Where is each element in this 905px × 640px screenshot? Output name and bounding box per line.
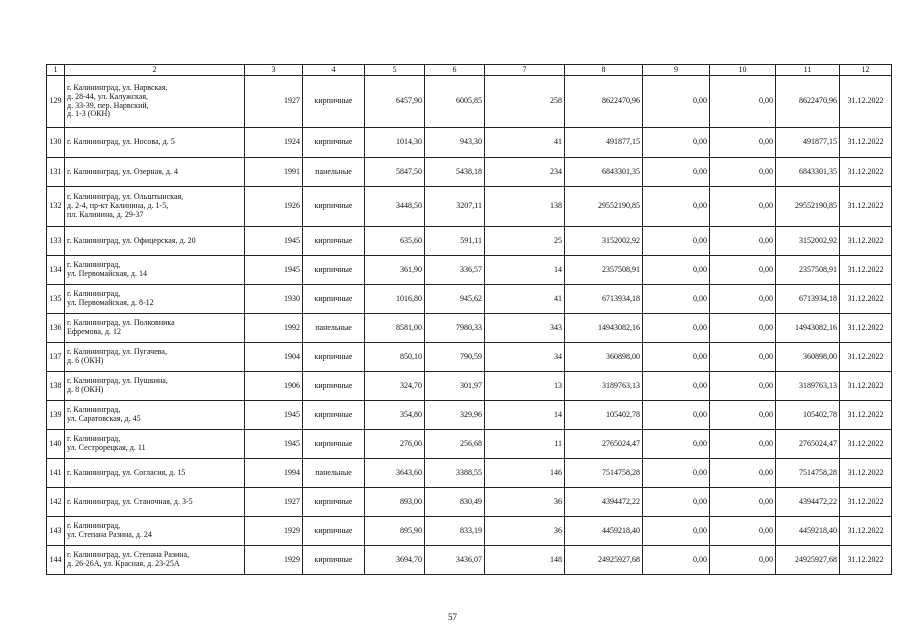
deadline-cell: 31.12.2022 — [840, 314, 892, 343]
cost-total-cell: 7514758,28 — [565, 459, 643, 488]
row-number-cell: 142 — [47, 488, 65, 517]
register-table-sheet — [46, 64, 884, 575]
address-cell — [65, 314, 245, 343]
table-row — [47, 158, 892, 187]
deadline-cell: 31.12.2022 — [840, 128, 892, 158]
cost-fund-cell: 2765024,47 — [776, 430, 840, 459]
address-line: ул. Сестрорецкая, д. 11 — [67, 443, 146, 452]
cost-owners-cell: 0,00 — [643, 430, 710, 459]
row-number-cell: 132 — [47, 187, 65, 227]
living-area-cell: 329,96 — [425, 401, 485, 430]
address-line: д. 8 (ОКН) — [67, 385, 104, 394]
cost-fund-cell: 4459218,40 — [776, 517, 840, 546]
cost-total-cell: 4394472,22 — [565, 488, 643, 517]
build-year-cell: 1991 — [245, 158, 303, 187]
residents-cell: 36 — [485, 517, 565, 546]
cost-other-cell: 0,00 — [710, 256, 776, 285]
wall-material-cell: кирпичные — [303, 343, 365, 372]
wall-material-cell: кирпичные — [303, 546, 365, 575]
column-number-cell: 6 — [425, 65, 485, 76]
cost-other-cell: 0,00 — [710, 227, 776, 256]
row-number-cell: 144 — [47, 546, 65, 575]
total-area-cell: 276,00 — [365, 430, 425, 459]
cost-other-cell: 0,00 — [710, 187, 776, 227]
residents-cell: 34 — [485, 343, 565, 372]
address-cell — [65, 401, 245, 430]
table-row — [47, 187, 892, 227]
cost-fund-cell: 6843301,35 — [776, 158, 840, 187]
table-row — [47, 459, 892, 488]
cost-other-cell: 0,00 — [710, 314, 776, 343]
cost-other-cell: 0,00 — [710, 343, 776, 372]
address-cell — [65, 343, 245, 372]
table-row — [47, 285, 892, 314]
living-area-cell: 256,68 — [425, 430, 485, 459]
cost-other-cell: 0,00 — [710, 517, 776, 546]
total-area-cell: 8581,00 — [365, 314, 425, 343]
address-line: г. Калининград, ул. Нарвская, — [67, 82, 168, 92]
row-number-cell: 134 — [47, 256, 65, 285]
build-year-cell: 1992 — [245, 314, 303, 343]
cost-total-cell: 2357508,91 — [565, 256, 643, 285]
address-cell — [65, 372, 245, 401]
wall-material-cell: кирпичные — [303, 372, 365, 401]
residents-cell: 11 — [485, 430, 565, 459]
column-number-cell: 9 — [643, 65, 710, 76]
cost-owners-cell: 0,00 — [643, 459, 710, 488]
cost-other-cell: 0,00 — [710, 430, 776, 459]
build-year-cell: 1945 — [245, 256, 303, 285]
total-area-cell: 6457,90 — [365, 76, 425, 128]
address-cell — [65, 459, 245, 488]
row-number-cell: 141 — [47, 459, 65, 488]
cost-total-cell: 105402,78 — [565, 401, 643, 430]
cost-owners-cell: 0,00 — [643, 343, 710, 372]
living-area-cell: 790,59 — [425, 343, 485, 372]
deadline-cell: 31.12.2022 — [840, 546, 892, 575]
address-line: Ефремова, д. 12 — [67, 327, 121, 336]
cost-other-cell: 0,00 — [710, 158, 776, 187]
build-year-cell: 1904 — [245, 343, 303, 372]
residents-cell: 343 — [485, 314, 565, 343]
residents-cell: 41 — [485, 285, 565, 314]
deadline-cell: 31.12.2022 — [840, 401, 892, 430]
row-number-cell: 133 — [47, 227, 65, 256]
living-area-cell: 336,57 — [425, 256, 485, 285]
residents-cell: 41 — [485, 128, 565, 158]
living-area-cell: 7980,33 — [425, 314, 485, 343]
build-year-cell: 1926 — [245, 187, 303, 227]
total-area-cell: 1014,30 — [365, 128, 425, 158]
address-line: г. Калининград, — [67, 289, 121, 299]
cost-owners-cell: 0,00 — [643, 256, 710, 285]
table-row — [47, 488, 892, 517]
column-number-cell: 5 — [365, 65, 425, 76]
total-area-cell: 324,70 — [365, 372, 425, 401]
address-line: г. Калининград, — [67, 521, 121, 531]
table-row — [47, 128, 892, 158]
table-row — [47, 517, 892, 546]
row-number-cell: 129 — [47, 76, 65, 128]
row-number-cell: 131 — [47, 158, 65, 187]
cost-other-cell: 0,00 — [710, 128, 776, 158]
cost-fund-cell: 6713934,18 — [776, 285, 840, 314]
address-cell — [65, 256, 245, 285]
cost-owners-cell: 0,00 — [643, 76, 710, 128]
address-line: д. 26-26А, ул. Красная, д. 23-25А — [67, 559, 180, 568]
column-number-cell: 11 — [776, 65, 840, 76]
address-line: г. Калининград, — [67, 405, 121, 415]
cost-owners-cell: 0,00 — [643, 401, 710, 430]
column-number-cell: 4 — [303, 65, 365, 76]
build-year-cell: 1929 — [245, 517, 303, 546]
living-area-cell: 945,62 — [425, 285, 485, 314]
cost-fund-cell: 2357508,91 — [776, 256, 840, 285]
total-area-cell: 893,00 — [365, 488, 425, 517]
table-row — [47, 76, 892, 128]
build-year-cell: 1927 — [245, 488, 303, 517]
cost-total-cell: 6713934,18 — [565, 285, 643, 314]
cost-total-cell: 4459218,40 — [565, 517, 643, 546]
cost-owners-cell: 0,00 — [643, 128, 710, 158]
address-line: г. Калининград, ул. Станочная, д. 3-5 — [67, 496, 193, 506]
column-number-cell: 10 — [710, 65, 776, 76]
total-area-cell: 5847,50 — [365, 158, 425, 187]
address-line: г. Калининград, ул. Степана Разина, — [67, 550, 190, 560]
deadline-cell: 31.12.2022 — [840, 227, 892, 256]
row-number-cell: 130 — [47, 128, 65, 158]
deadline-cell: 31.12.2022 — [840, 488, 892, 517]
cost-owners-cell: 0,00 — [643, 372, 710, 401]
row-number-cell: 139 — [47, 401, 65, 430]
address-line: г. Калининград, ул. Полковника — [67, 318, 175, 328]
residents-cell: 138 — [485, 187, 565, 227]
residents-cell: 36 — [485, 488, 565, 517]
deadline-cell: 31.12.2022 — [840, 158, 892, 187]
wall-material-cell: кирпичные — [303, 128, 365, 158]
address-line: г. Калининград, ул. Офицерская, д. 20 — [67, 235, 196, 245]
row-number-cell: 137 — [47, 343, 65, 372]
address-line: д. 33-39, пер. Нарвский, — [67, 100, 149, 110]
housing-register-table — [46, 64, 892, 575]
total-area-cell: 1016,80 — [365, 285, 425, 314]
cost-other-cell: 0,00 — [710, 488, 776, 517]
column-number-row — [47, 65, 892, 76]
cost-total-cell: 360898,00 — [565, 343, 643, 372]
residents-cell: 14 — [485, 256, 565, 285]
cost-fund-cell: 24925927,68 — [776, 546, 840, 575]
wall-material-cell: кирпичные — [303, 76, 365, 128]
address-line: г. Калининград, ул. Согласия, д. 15 — [67, 467, 186, 477]
table-row — [47, 343, 892, 372]
address-line: ул. Первомайская, д. 14 — [67, 269, 147, 278]
cost-total-cell: 8622470,96 — [565, 76, 643, 128]
living-area-cell: 830,49 — [425, 488, 485, 517]
wall-material-cell: кирпичные — [303, 517, 365, 546]
living-area-cell: 943,30 — [425, 128, 485, 158]
table-row — [47, 372, 892, 401]
deadline-cell: 31.12.2022 — [840, 372, 892, 401]
address-cell — [65, 158, 245, 187]
address-line: д. 28-44, ул. Калужская, — [67, 91, 149, 101]
cost-owners-cell: 0,00 — [643, 227, 710, 256]
build-year-cell: 1929 — [245, 546, 303, 575]
living-area-cell: 3436,07 — [425, 546, 485, 575]
cost-owners-cell: 0,00 — [643, 285, 710, 314]
address-line: д. 2-4, пр-кт Калинина, д. 1-5, — [67, 201, 169, 211]
residents-cell: 25 — [485, 227, 565, 256]
deadline-cell: 31.12.2022 — [840, 256, 892, 285]
cost-total-cell: 3189763,13 — [565, 372, 643, 401]
cost-fund-cell: 491877,15 — [776, 128, 840, 158]
wall-material-cell: кирпичные — [303, 187, 365, 227]
table-row — [47, 256, 892, 285]
wall-material-cell: кирпичные — [303, 401, 365, 430]
build-year-cell: 1945 — [245, 227, 303, 256]
build-year-cell: 1930 — [245, 285, 303, 314]
table-row — [47, 227, 892, 256]
address-line: д. 6 (ОКН) — [67, 356, 104, 365]
table-row — [47, 401, 892, 430]
address-line: ул. Степана Разина, д. 24 — [67, 530, 152, 539]
build-year-cell: 1906 — [245, 372, 303, 401]
total-area-cell: 361,90 — [365, 256, 425, 285]
address-line: г. Калининград, ул. Пушкина, — [67, 376, 168, 386]
address-cell — [65, 285, 245, 314]
address-cell — [65, 128, 245, 158]
living-area-cell: 591,11 — [425, 227, 485, 256]
wall-material-cell: панельные — [303, 314, 365, 343]
address-line: г. Калининград, ул. Ольштынская, — [67, 192, 184, 202]
deadline-cell: 31.12.2022 — [840, 430, 892, 459]
table-row — [47, 546, 892, 575]
cost-other-cell: 0,00 — [710, 76, 776, 128]
cost-owners-cell: 0,00 — [643, 517, 710, 546]
wall-material-cell: кирпичные — [303, 488, 365, 517]
row-number-cell: 135 — [47, 285, 65, 314]
row-number-cell: 138 — [47, 372, 65, 401]
cost-fund-cell: 105402,78 — [776, 401, 840, 430]
cost-other-cell: 0,00 — [710, 459, 776, 488]
cost-owners-cell: 0,00 — [643, 488, 710, 517]
table-row — [47, 430, 892, 459]
living-area-cell: 3388,55 — [425, 459, 485, 488]
cost-total-cell: 2765024,47 — [565, 430, 643, 459]
total-area-cell: 3694,70 — [365, 546, 425, 575]
cost-owners-cell: 0,00 — [643, 158, 710, 187]
total-area-cell: 850,10 — [365, 343, 425, 372]
address-line: пл. Калинина, д. 29-37 — [67, 209, 144, 219]
wall-material-cell: кирпичные — [303, 227, 365, 256]
cost-other-cell: 0,00 — [710, 401, 776, 430]
address-line: г. Калининград, ул. Пугачева, — [67, 347, 167, 357]
living-area-cell: 5438,18 — [425, 158, 485, 187]
residents-cell: 14 — [485, 401, 565, 430]
total-area-cell: 635,60 — [365, 227, 425, 256]
address-cell — [65, 76, 245, 128]
residents-cell: 148 — [485, 546, 565, 575]
address-cell — [65, 227, 245, 256]
address-line: г. Калининград, ул. Носова, д. 5 — [67, 137, 175, 147]
living-area-cell: 301,97 — [425, 372, 485, 401]
cost-total-cell: 6843301,35 — [565, 158, 643, 187]
total-area-cell: 3448,50 — [365, 187, 425, 227]
cost-other-cell: 0,00 — [710, 372, 776, 401]
living-area-cell: 6005,85 — [425, 76, 485, 128]
build-year-cell: 1945 — [245, 401, 303, 430]
cost-owners-cell: 0,00 — [643, 546, 710, 575]
living-area-cell: 833,19 — [425, 517, 485, 546]
wall-material-cell: панельные — [303, 459, 365, 488]
column-number-cell: 3 — [245, 65, 303, 76]
deadline-cell: 31.12.2022 — [840, 517, 892, 546]
address-line: д. 1-3 (ОКН) — [67, 109, 110, 119]
cost-fund-cell: 29552190,85 — [776, 187, 840, 227]
wall-material-cell: кирпичные — [303, 256, 365, 285]
cost-total-cell: 14943082,16 — [565, 314, 643, 343]
cost-owners-cell: 0,00 — [643, 187, 710, 227]
row-number-cell: 136 — [47, 314, 65, 343]
cost-fund-cell: 14943082,16 — [776, 314, 840, 343]
cost-total-cell: 491877,15 — [565, 128, 643, 158]
column-number-cell: 1 — [47, 65, 65, 76]
deadline-cell: 31.12.2022 — [840, 76, 892, 128]
cost-total-cell: 3152002,92 — [565, 227, 643, 256]
column-number-cell: 7 — [485, 65, 565, 76]
column-number-cell: 8 — [565, 65, 643, 76]
cost-total-cell: 24925927,68 — [565, 546, 643, 575]
address-cell — [65, 187, 245, 227]
wall-material-cell: панельные — [303, 158, 365, 187]
deadline-cell: 31.12.2022 — [840, 459, 892, 488]
cost-total-cell: 29552190,85 — [565, 187, 643, 227]
address-cell — [65, 430, 245, 459]
build-year-cell: 1927 — [245, 76, 303, 128]
address-cell — [65, 488, 245, 517]
column-number-cell: 2 — [65, 65, 245, 76]
address-line: г. Калининград, — [67, 434, 121, 444]
living-area-cell: 3207,11 — [425, 187, 485, 227]
wall-material-cell: кирпичные — [303, 430, 365, 459]
cost-fund-cell: 3152002,92 — [776, 227, 840, 256]
build-year-cell: 1945 — [245, 430, 303, 459]
total-area-cell: 3643,60 — [365, 459, 425, 488]
build-year-cell: 1924 — [245, 128, 303, 158]
residents-cell: 258 — [485, 76, 565, 128]
deadline-cell: 31.12.2022 — [840, 285, 892, 314]
deadline-cell: 31.12.2022 — [840, 343, 892, 372]
address-cell — [65, 517, 245, 546]
address-line: г. Калининград, ул. Озерная, д. 4 — [67, 166, 178, 176]
residents-cell: 13 — [485, 372, 565, 401]
residents-cell: 146 — [485, 459, 565, 488]
residents-cell: 234 — [485, 158, 565, 187]
row-number-cell: 140 — [47, 430, 65, 459]
cost-fund-cell: 3189763,13 — [776, 372, 840, 401]
cost-fund-cell: 360898,00 — [776, 343, 840, 372]
page-number: 57 — [448, 612, 457, 622]
address-cell — [65, 546, 245, 575]
deadline-cell: 31.12.2022 — [840, 187, 892, 227]
address-line: ул. Саратовская, д. 45 — [67, 414, 141, 423]
cost-fund-cell: 7514758,28 — [776, 459, 840, 488]
total-area-cell: 895,90 — [365, 517, 425, 546]
cost-owners-cell: 0,00 — [643, 314, 710, 343]
cost-other-cell: 0,00 — [710, 546, 776, 575]
address-line: г. Калининград, — [67, 260, 121, 270]
total-area-cell: 354,80 — [365, 401, 425, 430]
table-row — [47, 314, 892, 343]
cost-fund-cell: 8622470,96 — [776, 76, 840, 128]
cost-other-cell: 0,00 — [710, 285, 776, 314]
cost-fund-cell: 4394472,22 — [776, 488, 840, 517]
wall-material-cell: кирпичные — [303, 285, 365, 314]
row-number-cell: 143 — [47, 517, 65, 546]
build-year-cell: 1994 — [245, 459, 303, 488]
address-line: ул. Первомайская, д. 8-12 — [67, 298, 154, 307]
column-number-cell: 12 — [840, 65, 892, 76]
